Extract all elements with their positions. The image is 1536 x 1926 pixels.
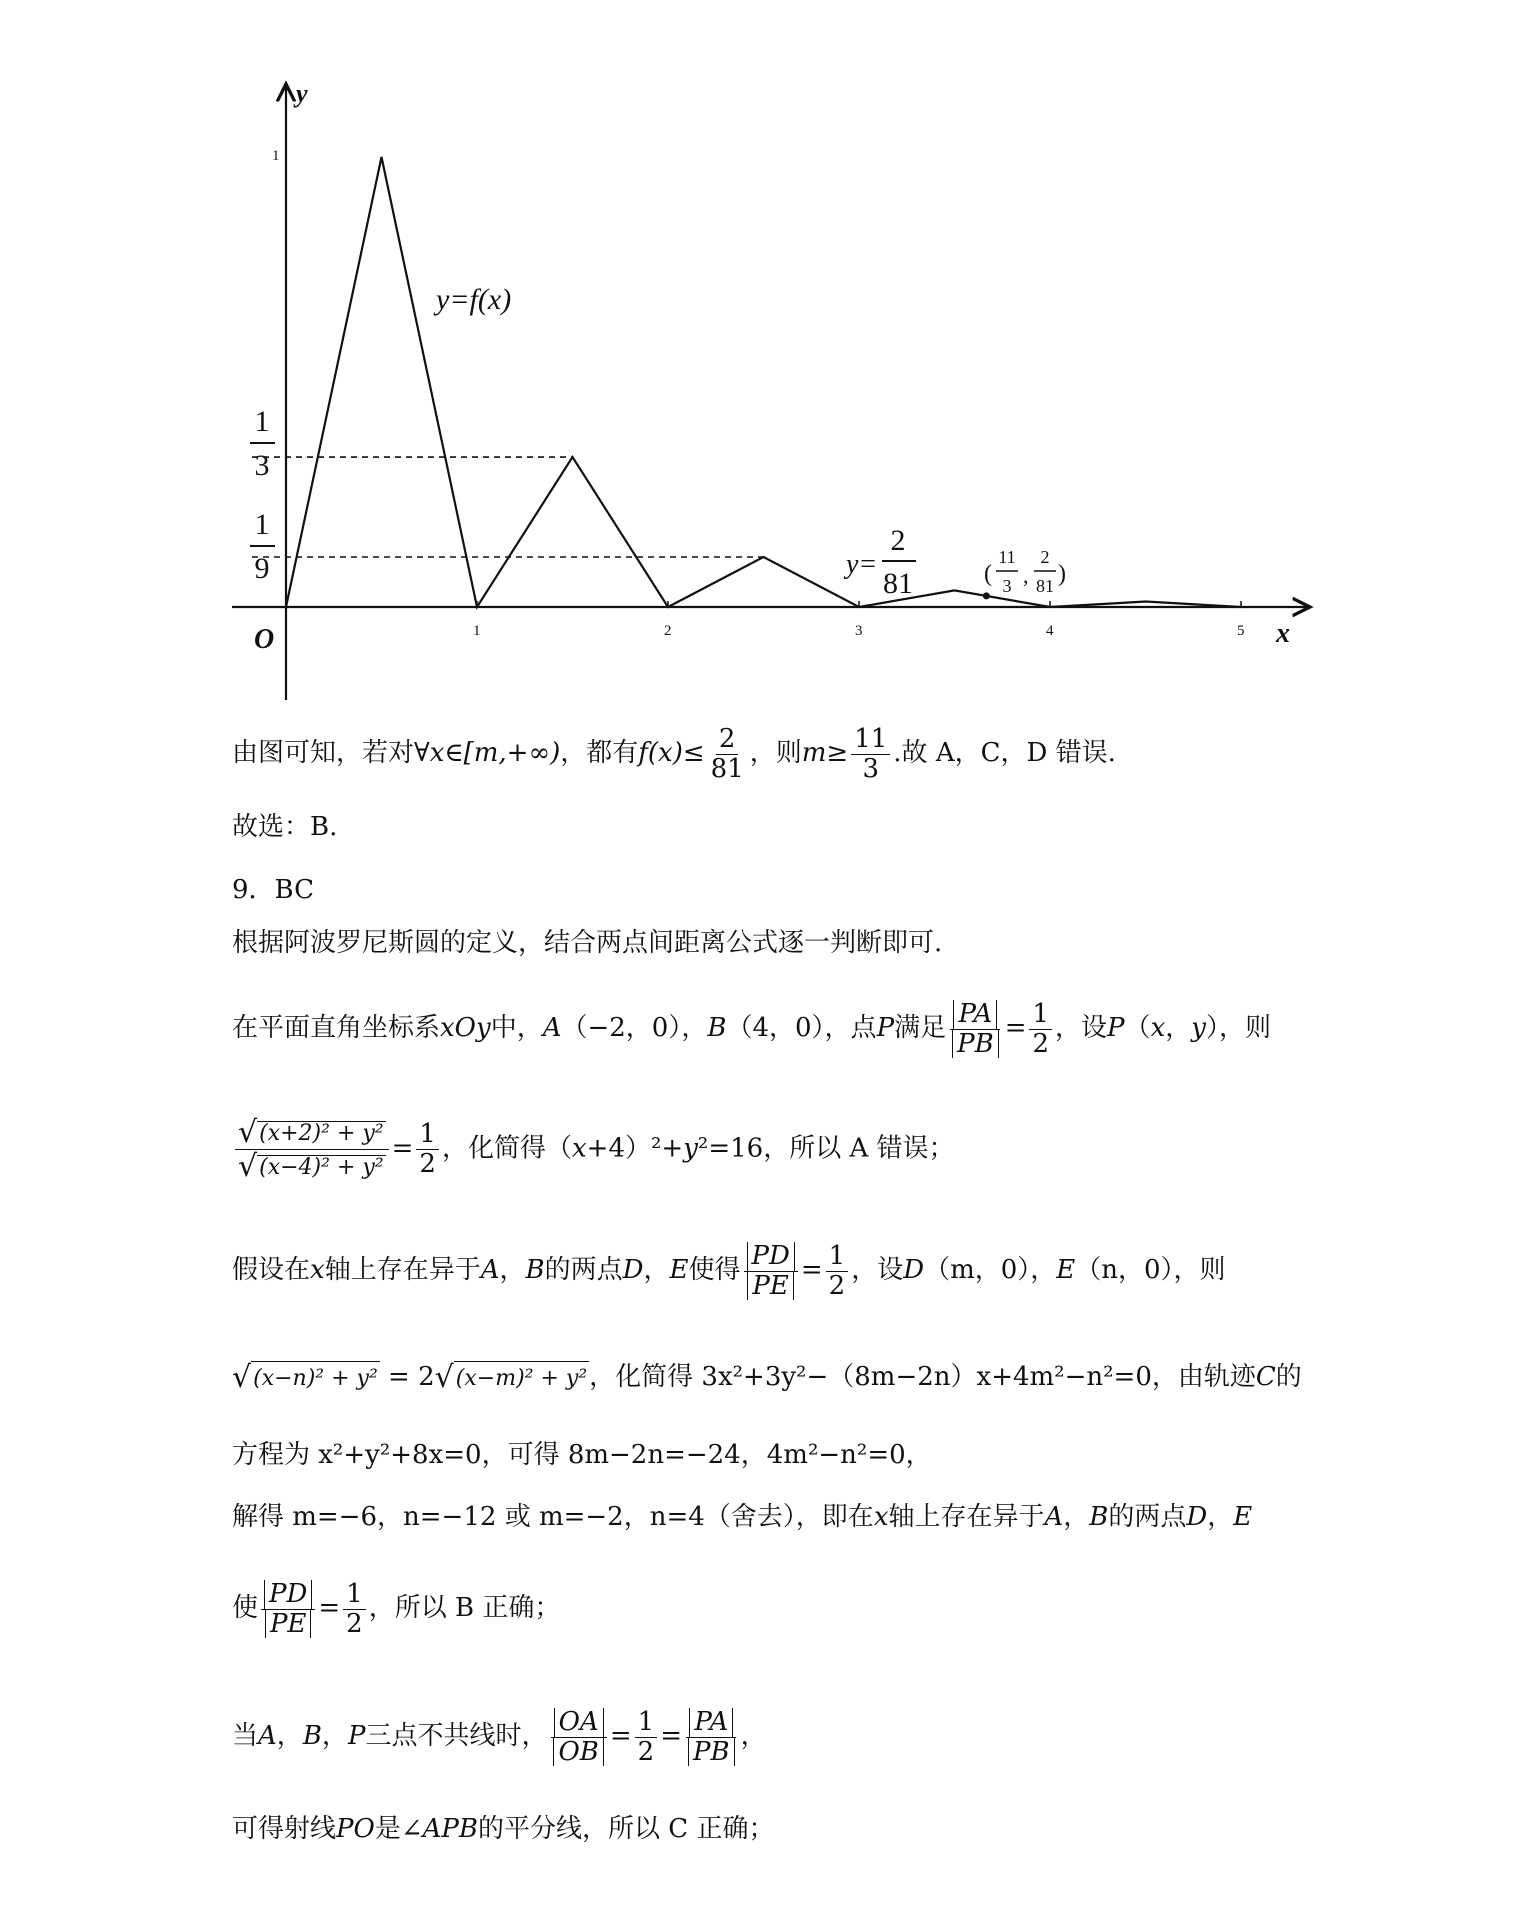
x-tick-4: 4 xyxy=(1046,623,1054,639)
x-tick-5: 5 xyxy=(1237,623,1245,639)
text-line-7: 假设在x轴上存在异于A，B的两点D，E使得 $\frac{PD}{PE}$ = $\frac{1}{2}$ ，设D（m，0），E（n，0），则 xyxy=(232,1241,1226,1301)
x-tick-3: 3 xyxy=(855,623,863,639)
svg-text:3: 3 xyxy=(254,449,270,482)
svg-text:3: 3 xyxy=(1002,576,1012,596)
text-line-5: 在平面直角坐标系xOy中，A（−2，0），B（4，0），点P满足 $\frac{PA}{PB}$ = $\frac{1}{2}$ ，设P（x，y），则 xyxy=(232,999,1271,1059)
marked-point xyxy=(983,592,990,599)
text-line-13: 可得射线PO是∠APB的平分线，所以 C 正确； xyxy=(232,1814,775,1844)
point-label xyxy=(984,547,1066,596)
svg-text:,: , xyxy=(1023,563,1029,588)
svg-text:(: ( xyxy=(984,561,992,587)
svg-text:2: 2 xyxy=(1040,547,1050,567)
origin-label: O xyxy=(254,624,275,655)
text-line-8: √(x−n)² + y² = 2√(x−m)² + y²，化简得 3x²+3y²−（8m−2n）x+4m²−n²=0，由轨迹C的 xyxy=(232,1360,1302,1395)
x-tick-2: 2 xyxy=(664,623,672,639)
svg-text:y=: y= xyxy=(846,549,878,580)
svg-text:81: 81 xyxy=(883,567,913,600)
svg-text:1: 1 xyxy=(254,508,270,541)
svg-text:2: 2 xyxy=(890,524,906,557)
svg-text:1: 1 xyxy=(254,405,270,438)
function-graph xyxy=(0,0,1536,720)
svg-text:11: 11 xyxy=(998,547,1016,567)
y-label-one-ninth xyxy=(250,508,275,585)
hline-label xyxy=(843,524,916,600)
text-line-4: 根据阿波罗尼斯圆的定义，结合两点间距离公式逐一判断即可. xyxy=(232,928,943,958)
text-line-1: 由图可知，若对∀x∈[m,+∞)，都有f(x)≤ $\frac{2}{81}$ ，则m≥ $\frac{11}{3}$ .故 A，C，D 错误. xyxy=(232,724,1116,784)
text-line-6: $\frac{\text{√(x+2)² + y²}}{\text{√(x−4)² + y²}}$ = $\frac{1}{2}$ ，化简得（x+4）²+y²=16，所以 A 错误； xyxy=(232,1116,955,1183)
y-axis-label: y xyxy=(296,79,308,108)
text-line-12: 当A，B，P三点不共线时， $\frac{OA}{OB}$ = $\frac{1}{2}$ = $\frac{PA}{PB}$ ， xyxy=(232,1707,767,1767)
svg-text:81: 81 xyxy=(1036,576,1054,596)
text-line-3: 9．BC xyxy=(232,875,315,905)
y-label-one-third xyxy=(250,405,275,482)
curve-label: y=f(x) xyxy=(436,283,512,316)
text-line-2: 故选：B. xyxy=(232,812,338,842)
curve-f xyxy=(286,157,1241,607)
y-tick-1: 1 xyxy=(272,148,280,164)
x-axis-label: x xyxy=(1276,618,1290,649)
text-line-9: 方程为 x²+y²+8x=0，可得 8m−2n=−24，4m²−n²=0， xyxy=(232,1440,932,1470)
x-tick-1: 1 xyxy=(473,623,481,639)
svg-text:9: 9 xyxy=(254,552,270,585)
text-line-11: 使 $\frac{PD}{PE}$ = $\frac{1}{2}$ ，所以 B 正确； xyxy=(232,1579,561,1639)
svg-text:): ) xyxy=(1058,561,1066,587)
text-line-10: 解得 m=−6，n=−12 或 m=−2，n=4（舍去），即在x轴上存在异于A，B的两点D，E xyxy=(232,1502,1253,1532)
